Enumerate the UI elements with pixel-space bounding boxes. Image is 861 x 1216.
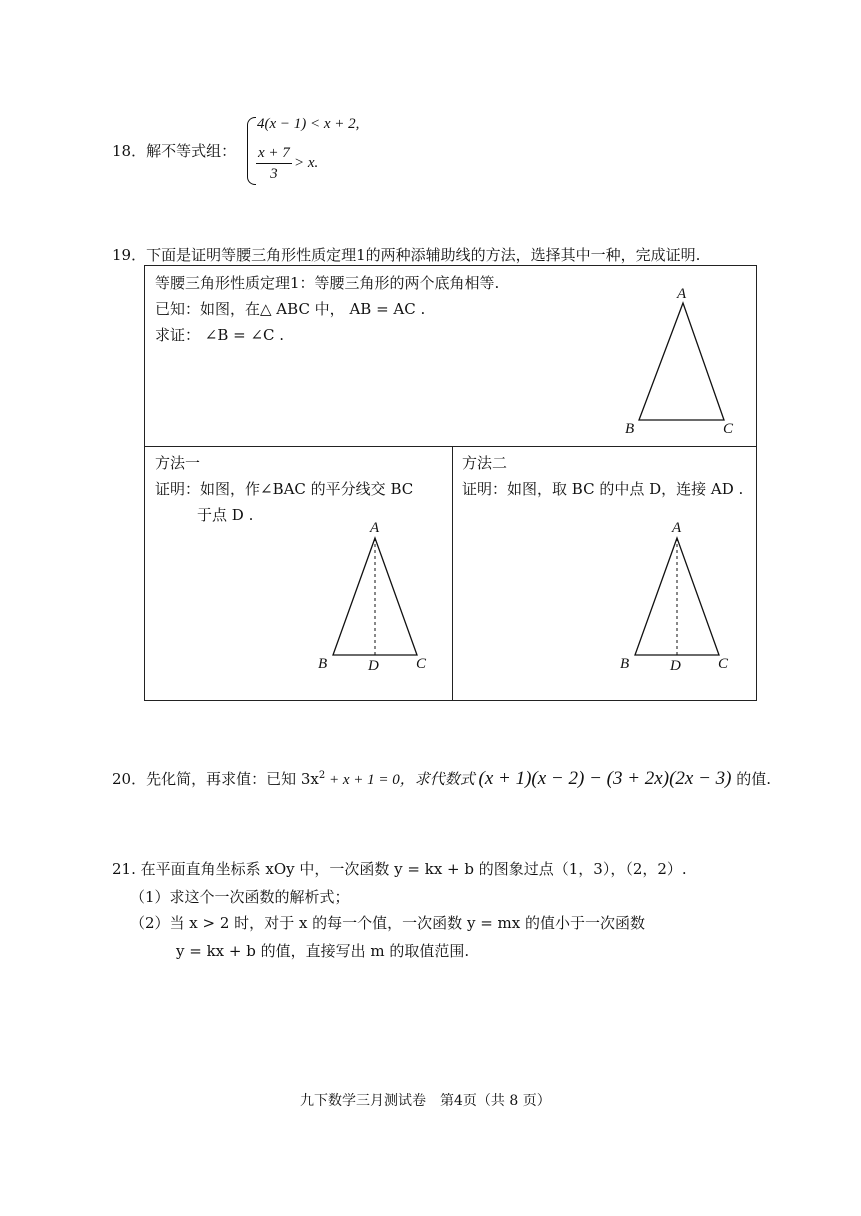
method2-line1: 证明：如图，取 BC 的中点 D，连接 AD .: [462, 480, 744, 498]
label-c: C: [718, 656, 729, 672]
q21-part2-line1: （2）当 x > 2 时，对于 x 的每一个值，一次函数 y = mx 的值小于一次函数: [130, 914, 645, 932]
q18-fraction-numerator: x + 7: [256, 143, 292, 164]
page-footer: 九下数学三月测试卷 第4页（共 8 页）: [300, 1093, 551, 1109]
label-b: B: [318, 656, 328, 672]
table-divider-vertical: [452, 446, 453, 700]
method1-triangle: [333, 538, 417, 655]
label-c: C: [416, 656, 427, 672]
method1-line2: 于点 D .: [197, 506, 254, 524]
q20-text-b: + x + 1 = 0，求代数式: [325, 772, 479, 788]
q19-proof-table: [144, 265, 757, 701]
label-a: A: [672, 520, 682, 536]
q19-prove: 求证： ∠B = ∠C .: [155, 326, 285, 344]
q21-stem: 21. 在平面直角坐标系 xOy 中，一次函数 y = kx + b 的图象过点（1，3），（2，2）.: [112, 860, 687, 878]
q21-part2-line2: y = kx + b 的值，直接写出 m 的取值范围.: [176, 942, 470, 960]
q20: [112, 768, 771, 790]
q20-text-a: 20．先化简，再求值：已知 3x: [112, 770, 319, 788]
label-a: A: [677, 286, 687, 302]
q18-fraction-denominator: 3: [270, 166, 278, 182]
q18-fraction: [256, 143, 292, 184]
triangle-abc-figure: [620, 281, 750, 441]
q18-inequality-2-rest: > x.: [294, 155, 319, 171]
q19-stem: 19．下面是证明等腰三角形性质定理1的两种添辅助线的方法，选择其中一种，完成证明.: [112, 246, 701, 264]
label-d: D: [670, 658, 681, 674]
label-a: A: [370, 520, 380, 536]
q20-superscript: 2: [318, 770, 326, 781]
label-c: C: [723, 421, 734, 437]
q20-text-c: 的值.: [731, 770, 772, 788]
table-divider-horizontal: [145, 446, 756, 447]
q19-given: 已知：如图，在△ ABC 中， AB = AC .: [155, 300, 426, 318]
q20-expression: (x + 1)(x − 2) − (3 + 2x)(2x − 3): [478, 768, 732, 789]
method1-figure: [317, 516, 437, 676]
q21-part1: （1）求这个一次函数的解析式；: [130, 888, 350, 906]
label-b: B: [625, 421, 635, 437]
label-b: B: [620, 656, 630, 672]
method2-title: 方法二: [462, 454, 508, 472]
method2-figure: [619, 516, 739, 676]
system-brace: [247, 117, 256, 185]
q18-inequality-1: 4(x − 1) < x + 2,: [257, 116, 360, 132]
method1-title: 方法一: [155, 454, 201, 472]
triangle-abc: [639, 303, 724, 420]
label-d: D: [368, 658, 379, 674]
method1-line1: 证明：如图，作∠BAC 的平分线交 BC: [155, 480, 414, 498]
q18-label: 18．解不等式组：: [112, 142, 237, 160]
q19-theorem: 等腰三角形性质定理1：等腰三角形的两个底角相等.: [155, 274, 500, 292]
method2-triangle: [635, 538, 719, 655]
